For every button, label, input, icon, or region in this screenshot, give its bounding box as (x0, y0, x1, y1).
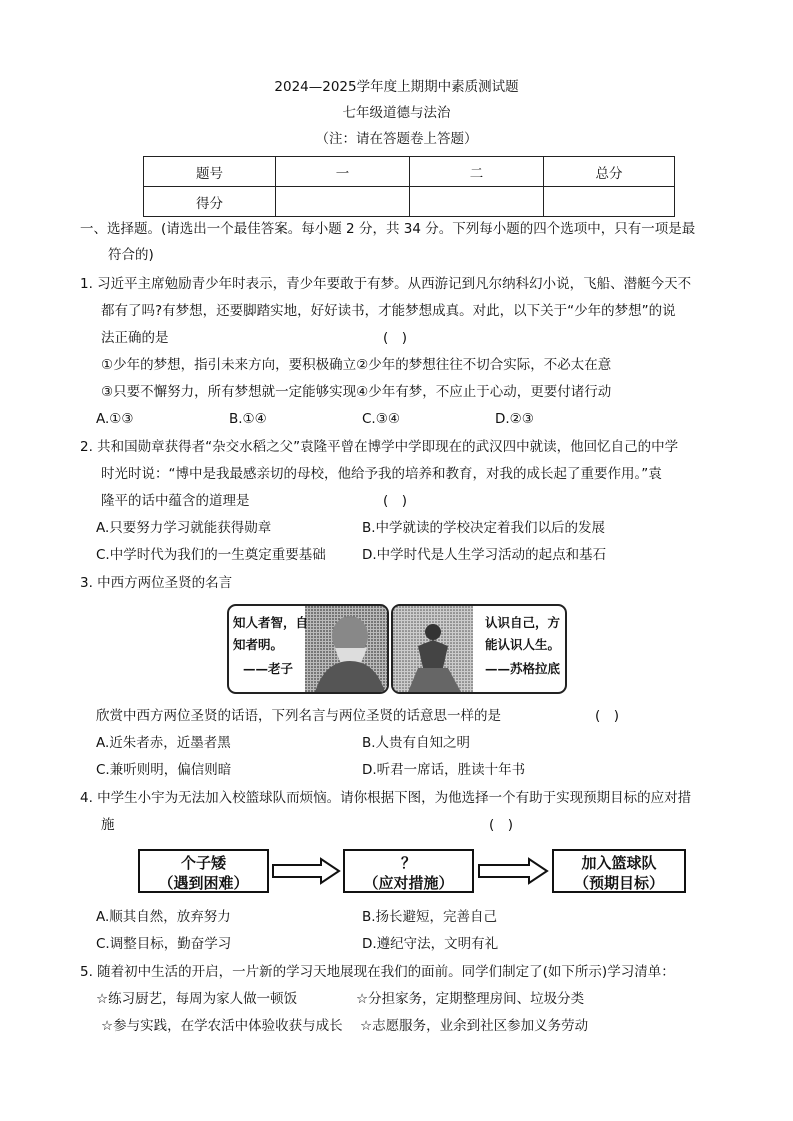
goal-box (552, 849, 686, 893)
q5-stem: 5. 随着初中生活的开启，一片新的学习天地展现在我们的面前。同学们制定了(如下所示)学习清单： (80, 964, 675, 980)
socrates-quote-line: 认识自己，方 (485, 615, 561, 630)
q5-list-item: ☆志愿服务，业余到社区参加义务劳动 (360, 1018, 589, 1034)
q3-stem: 3. 中西方两位圣贤的名言 (80, 575, 233, 591)
q2-option-c: C.中学时代为我们的一生奠定重要基础 (96, 547, 326, 563)
arrow-right-icon (477, 857, 549, 885)
q2-stem: 2. 共和国勋章获得者“杂交水稻之父”袁隆平曾在博学中学即现在的武汉四中就读，他回忆自己的中学 (80, 439, 679, 455)
q4-answer-paren: ( ) (489, 817, 514, 833)
laozi-quote-line: 知者明。 (233, 637, 284, 652)
table-cell (276, 187, 410, 217)
score-table (143, 156, 675, 217)
q1-stem: 都有了吗?有梦想，还要脚踏实地，好好读书，才能梦想成真。对此，以下关于“少年的梦想”的说 (101, 303, 676, 319)
q4-option-a: A.顺其自然，放弃努力 (96, 909, 231, 925)
q3-stem: 欣赏中西方两位圣贤的话语，下列名言与两位圣贤的话意思一样的是 (96, 708, 501, 724)
q3-option-b: B.人贵有自知之明 (362, 735, 471, 751)
table-cell: 二 (410, 157, 544, 187)
q2-answer-paren: ( ) (383, 493, 408, 509)
q1-option-a: A.①③ (96, 411, 134, 427)
table-cell: 题号 (144, 157, 276, 187)
table-cell (410, 187, 544, 217)
table-row (144, 187, 675, 217)
table-cell (544, 187, 675, 217)
laozi-quote-panel (227, 604, 389, 694)
measure-box (343, 849, 474, 893)
measure-box-caption: （应对措施） (363, 874, 454, 892)
laozi-quote-author: ——老子 (243, 661, 294, 676)
q4-stem: 施 (101, 817, 115, 833)
q1-stem: 1. 习近平主席勉励青少年时表示，青少年要敢于有梦。从西游记到凡尔纳科幻小说，飞船、潜艇今天不 (80, 276, 692, 292)
q2-stem: 时光时说：“博中是我最感亲切的母校，他给予我的培养和教育，对我的成长起了重要作用。”袁 (101, 466, 662, 482)
q5-list-item: ☆分担家务，定期整理房间、垃圾分类 (356, 991, 585, 1007)
socrates-statue-icon (393, 606, 473, 692)
section-heading: 一、选择题。(请选出一个最佳答案。每小题 2 分，共 34 分。下列每小题的四个选项中，只有一项是最 (80, 221, 696, 237)
table-row (144, 157, 675, 187)
laozi-portrait-icon (305, 606, 387, 692)
table-cell: 总分 (544, 157, 675, 187)
q1-option-b: B.①④ (229, 411, 267, 427)
exam-subject: 七年级道德与法治 (342, 105, 451, 121)
q5-list-item: ☆练习厨艺，每周为家人做一顿饭 (96, 991, 298, 1007)
q2-stem: 隆平的话中蕴含的道理是 (101, 493, 250, 509)
q1-statement: ③只要不懈努力，所有梦想就一定能够实现④少年有梦，不应止于心动，更要付诸行动 (101, 384, 612, 400)
difficulty-box-title: 个子矮 (180, 854, 226, 872)
q3-option-d: D.听君一席话，胜读十年书 (362, 762, 526, 778)
socrates-quote-author: ——苏格拉底 (485, 661, 561, 676)
q1-option-d: D.②③ (495, 411, 534, 427)
q4-stem: 4. 中学生小宇为无法加入校篮球队而烦恼。请你根据下图，为他选择一个有助于实现预期目标的应对措 (80, 790, 692, 806)
difficulty-box (138, 849, 269, 893)
q3-answer-paren: ( ) (595, 708, 620, 724)
socrates-quote-panel (391, 604, 567, 694)
section-heading-cont: 符合的) (108, 247, 154, 263)
q2-option-b: B.中学就读的学校决定着我们以后的发展 (362, 520, 606, 536)
q1-option-c: C.③④ (362, 411, 400, 427)
exam-note: （注：请在答题卷上答题） (315, 131, 478, 147)
laozi-quote-line: 知人者智，自 (233, 615, 309, 630)
table-cell: 得分 (144, 187, 276, 217)
q4-option-d: D.遵纪守法，文明有礼 (362, 936, 499, 952)
q4-option-b: B.扬长避短，完善自己 (362, 909, 498, 925)
q1-statement: ①少年的梦想，指引未来方向，要积极确立②少年的梦想往往不切合实际，不必太在意 (101, 357, 612, 373)
q3-option-c: C.兼听则明，偏信则暗 (96, 762, 232, 778)
difficulty-box-caption: （遇到困难） (158, 874, 249, 892)
q4-option-c: C.调整目标，勤奋学习 (96, 936, 232, 952)
q1-answer-paren: ( ) (383, 330, 408, 346)
table-cell: 一 (276, 157, 410, 187)
goal-box-caption: （预期目标） (573, 874, 664, 892)
goal-box-title: 加入篮球队 (581, 854, 657, 872)
measure-box-title: ？ (400, 854, 416, 872)
q2-option-a: A.只要努力学习就能获得勋章 (96, 520, 272, 536)
arrow-right-icon (271, 857, 341, 885)
q5-list-item: ☆参与实践，在学农活中体验收获与成长 (101, 1018, 343, 1034)
exam-title: 2024—2025学年度上期期中素质测试题 (274, 79, 519, 95)
q3-option-a: A.近朱者赤，近墨者黑 (96, 735, 231, 751)
q1-stem: 法正确的是 (101, 330, 169, 346)
socrates-quote-line: 能认识人生。 (485, 637, 561, 652)
q2-option-d: D.中学时代是人生学习活动的起点和基石 (362, 547, 607, 563)
